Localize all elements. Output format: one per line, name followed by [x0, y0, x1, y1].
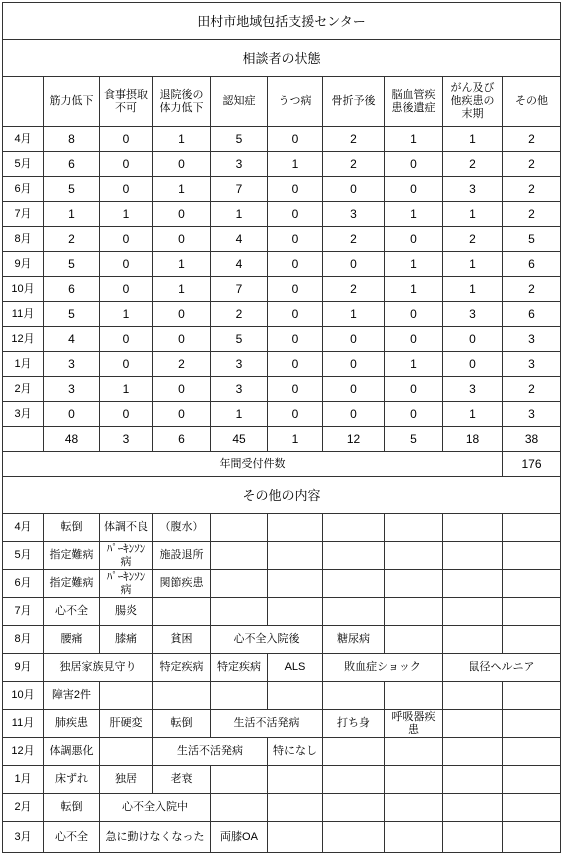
empty-cell	[153, 682, 211, 710]
month-label: 11月	[3, 302, 44, 327]
count-cell: 3	[44, 352, 100, 377]
count-cell: 0	[153, 327, 211, 352]
count-cell: 0	[100, 327, 153, 352]
empty-cell	[385, 570, 443, 598]
count-cell: 0	[100, 352, 153, 377]
count-cell: 0	[153, 377, 211, 402]
month-label: 1月	[3, 352, 44, 377]
month-label: 10月	[3, 682, 44, 710]
detail-cell: 特定疾病	[153, 654, 211, 682]
empty-cell	[268, 682, 323, 710]
empty-cell	[503, 794, 561, 822]
detail-cell: 独居家族見守り	[44, 654, 153, 682]
empty-cell	[268, 598, 323, 626]
count-cell: 1	[100, 302, 153, 327]
empty-cell	[503, 682, 561, 710]
empty-cell	[443, 598, 503, 626]
count-cell: 7	[211, 177, 268, 202]
count-cell: 1	[385, 352, 443, 377]
month-label: 12月	[3, 738, 44, 766]
column-header: その他	[503, 77, 561, 127]
detail-cell: 肝硬変	[100, 710, 153, 738]
empty-cell	[503, 822, 561, 853]
count-cell: 1	[443, 402, 503, 427]
detail-cell: 転倒	[44, 794, 100, 822]
month-label: 8月	[3, 626, 44, 654]
count-cell: 1	[100, 377, 153, 402]
month-label: 10月	[3, 277, 44, 302]
detail-cell: 体調悪化	[44, 738, 100, 766]
count-cell: 2	[503, 177, 561, 202]
detail-cell: 体調不良	[100, 514, 153, 542]
count-cell: 1	[153, 177, 211, 202]
detail-cell: 膝痛	[100, 626, 153, 654]
count-cell: 0	[268, 252, 323, 277]
empty-cell	[443, 794, 503, 822]
count-cell: 2	[44, 227, 100, 252]
empty-cell	[503, 514, 561, 542]
count-cell: 2	[443, 152, 503, 177]
count-cell: 1	[385, 127, 443, 152]
empty-cell	[323, 570, 385, 598]
empty-cell	[443, 514, 503, 542]
count-cell: 0	[153, 202, 211, 227]
count-cell: 2	[503, 202, 561, 227]
column-header: 退院後の体力低下	[153, 77, 211, 127]
count-cell: 0	[153, 402, 211, 427]
header-corner-cell	[3, 77, 44, 127]
detail-cell: 肺疾患	[44, 710, 100, 738]
count-cell: 4	[44, 327, 100, 352]
count-cell: 1	[385, 277, 443, 302]
count-cell: 5	[503, 227, 561, 252]
count-cell: 1	[443, 252, 503, 277]
count-cell: 0	[268, 177, 323, 202]
empty-cell	[211, 766, 268, 794]
count-cell: 4	[211, 252, 268, 277]
detail-cell: ﾊﾟｰｷﾝｿﾝ病	[100, 542, 153, 570]
count-cell: 3	[211, 352, 268, 377]
count-cell: 0	[385, 227, 443, 252]
empty-cell	[268, 794, 323, 822]
detail-cell: 腰痛	[44, 626, 100, 654]
empty-cell	[268, 766, 323, 794]
detail-cell: 心不全	[44, 598, 100, 626]
count-cell: 0	[153, 302, 211, 327]
count-cell: 6	[503, 252, 561, 277]
count-cell: 0	[385, 402, 443, 427]
count-cell: 4	[211, 227, 268, 252]
count-cell: 1	[268, 152, 323, 177]
empty-cell	[323, 766, 385, 794]
month-label: 8月	[3, 227, 44, 252]
detail-cell: 施設退所	[153, 542, 211, 570]
count-cell: 7	[211, 277, 268, 302]
count-cell: 0	[100, 277, 153, 302]
count-cell: 1	[153, 127, 211, 152]
count-cell: 0	[100, 127, 153, 152]
report-table	[2, 2, 561, 853]
empty-cell	[323, 542, 385, 570]
count-cell: 0	[153, 152, 211, 177]
annual-total-label: 年間受付件数	[3, 452, 503, 477]
empty-cell	[323, 822, 385, 853]
count-cell: 0	[268, 127, 323, 152]
count-cell: 3	[443, 377, 503, 402]
detail-cell: 貧困	[153, 626, 211, 654]
count-cell: 6	[44, 152, 100, 177]
detail-cell: 心不全	[44, 822, 100, 853]
status-section-heading: 相談者の状態	[3, 40, 561, 77]
count-cell: 0	[268, 377, 323, 402]
empty-cell	[211, 570, 268, 598]
month-label: 7月	[3, 202, 44, 227]
empty-cell	[100, 738, 153, 766]
detail-cell: 生活不活発病	[153, 738, 268, 766]
count-cell: 0	[268, 302, 323, 327]
count-cell: 0	[385, 177, 443, 202]
count-cell: 2	[211, 302, 268, 327]
column-total-cell: 3	[100, 427, 153, 452]
count-cell: 8	[44, 127, 100, 152]
empty-cell	[443, 682, 503, 710]
column-header: うつ病	[268, 77, 323, 127]
month-label: 3月	[3, 822, 44, 853]
month-label: 6月	[3, 570, 44, 598]
count-cell: 0	[268, 277, 323, 302]
empty-cell	[503, 738, 561, 766]
month-label: 5月	[3, 542, 44, 570]
count-cell: 0	[268, 227, 323, 252]
empty-cell	[443, 738, 503, 766]
count-cell: 2	[323, 227, 385, 252]
column-header: 骨折予後	[323, 77, 385, 127]
count-cell: 0	[385, 152, 443, 177]
count-cell: 5	[44, 302, 100, 327]
month-label: 11月	[3, 710, 44, 738]
detail-cell: 腸炎	[100, 598, 153, 626]
count-cell: 5	[211, 127, 268, 152]
count-cell: 1	[443, 202, 503, 227]
count-cell: 1	[153, 277, 211, 302]
count-cell: 1	[443, 277, 503, 302]
empty-cell	[385, 682, 443, 710]
empty-cell	[385, 738, 443, 766]
detail-cell: 両膝OA	[211, 822, 268, 853]
column-total-cell: 6	[153, 427, 211, 452]
count-cell: 0	[323, 377, 385, 402]
month-label: 12月	[3, 327, 44, 352]
empty-cell	[323, 794, 385, 822]
empty-cell	[503, 570, 561, 598]
totals-label-cell	[3, 427, 44, 452]
empty-cell	[503, 626, 561, 654]
count-cell: 0	[100, 152, 153, 177]
detail-cell: 関節疾患	[153, 570, 211, 598]
column-total-cell: 38	[503, 427, 561, 452]
count-cell: 0	[100, 177, 153, 202]
month-label: 5月	[3, 152, 44, 177]
month-label: 9月	[3, 654, 44, 682]
count-cell: 1	[211, 402, 268, 427]
count-cell: 3	[503, 402, 561, 427]
column-header: 筋力低下	[44, 77, 100, 127]
detail-cell: 老衰	[153, 766, 211, 794]
empty-cell	[100, 682, 153, 710]
count-cell: 0	[323, 352, 385, 377]
count-cell: 0	[443, 327, 503, 352]
count-cell: 3	[211, 152, 268, 177]
count-cell: 0	[385, 377, 443, 402]
count-cell: 0	[323, 177, 385, 202]
detail-cell: 特定疾病	[211, 654, 268, 682]
count-cell: 1	[323, 302, 385, 327]
detail-cell: 生活不活発病	[211, 710, 323, 738]
empty-cell	[268, 514, 323, 542]
empty-cell	[385, 514, 443, 542]
detail-cell: 転倒	[153, 710, 211, 738]
count-cell: 2	[153, 352, 211, 377]
count-cell: 2	[503, 152, 561, 177]
month-label: 6月	[3, 177, 44, 202]
detail-cell: 心不全入院後	[211, 626, 323, 654]
count-cell: 0	[323, 402, 385, 427]
count-cell: 3	[503, 352, 561, 377]
detail-cell: 転倒	[44, 514, 100, 542]
empty-cell	[443, 570, 503, 598]
empty-cell	[385, 542, 443, 570]
detail-cell: 急に動けなくなった	[100, 822, 211, 853]
empty-cell	[323, 682, 385, 710]
column-header: がん及び他疾患の末期	[443, 77, 503, 127]
count-cell: 0	[268, 402, 323, 427]
count-cell: 2	[503, 277, 561, 302]
count-cell: 1	[443, 127, 503, 152]
empty-cell	[443, 542, 503, 570]
month-label: 9月	[3, 252, 44, 277]
count-cell: 6	[44, 277, 100, 302]
count-cell: 3	[503, 327, 561, 352]
empty-cell	[211, 682, 268, 710]
count-cell: 6	[503, 302, 561, 327]
empty-cell	[323, 514, 385, 542]
empty-cell	[323, 738, 385, 766]
count-cell: 5	[44, 177, 100, 202]
count-cell: 0	[100, 402, 153, 427]
column-header: 脳血管疾患後遺症	[385, 77, 443, 127]
count-cell: 1	[211, 202, 268, 227]
empty-cell	[385, 766, 443, 794]
count-cell: 3	[44, 377, 100, 402]
month-label: 7月	[3, 598, 44, 626]
empty-cell	[443, 710, 503, 738]
count-cell: 0	[268, 327, 323, 352]
empty-cell	[443, 626, 503, 654]
empty-cell	[268, 570, 323, 598]
empty-cell	[503, 766, 561, 794]
detail-cell: 特になし	[268, 738, 323, 766]
count-cell: 1	[385, 202, 443, 227]
month-label: 4月	[3, 514, 44, 542]
empty-cell	[211, 598, 268, 626]
count-cell: 0	[443, 352, 503, 377]
empty-cell	[323, 598, 385, 626]
count-cell: 0	[100, 252, 153, 277]
count-cell: 1	[100, 202, 153, 227]
empty-cell	[503, 598, 561, 626]
detail-cell: （腹水）	[153, 514, 211, 542]
count-cell: 0	[385, 327, 443, 352]
detail-cell: 打ち身	[323, 710, 385, 738]
count-cell: 2	[323, 152, 385, 177]
detail-cell: 敗血症ショック	[323, 654, 443, 682]
count-cell: 3	[323, 202, 385, 227]
count-cell: 5	[211, 327, 268, 352]
count-cell: 1	[153, 252, 211, 277]
count-cell: 3	[211, 377, 268, 402]
detail-cell: 独居	[100, 766, 153, 794]
annual-total-value: 176	[503, 452, 561, 477]
month-label: 2月	[3, 377, 44, 402]
count-cell: 1	[44, 202, 100, 227]
count-cell: 3	[443, 302, 503, 327]
detail-cell: ALS	[268, 654, 323, 682]
count-cell: 0	[100, 227, 153, 252]
count-cell: 0	[268, 352, 323, 377]
column-total-cell: 45	[211, 427, 268, 452]
month-label: 1月	[3, 766, 44, 794]
empty-cell	[211, 794, 268, 822]
count-cell: 2	[503, 377, 561, 402]
count-cell: 0	[268, 202, 323, 227]
count-cell: 0	[385, 302, 443, 327]
column-total-cell: 18	[443, 427, 503, 452]
column-header: 認知症	[211, 77, 268, 127]
center-title: 田村市地域包括支援センター	[3, 3, 561, 40]
empty-cell	[503, 542, 561, 570]
month-label: 4月	[3, 127, 44, 152]
detail-cell: 障害2件	[44, 682, 100, 710]
detail-cell: 糖尿病	[323, 626, 385, 654]
empty-cell	[503, 710, 561, 738]
empty-cell	[443, 822, 503, 853]
column-total-cell: 5	[385, 427, 443, 452]
empty-cell	[211, 514, 268, 542]
count-cell: 0	[323, 252, 385, 277]
empty-cell	[268, 822, 323, 853]
count-cell: 2	[323, 127, 385, 152]
empty-cell	[385, 822, 443, 853]
count-cell: 2	[503, 127, 561, 152]
detail-cell: 鼠径ヘルニア	[443, 654, 561, 682]
count-cell: 1	[385, 252, 443, 277]
count-cell: 5	[44, 252, 100, 277]
empty-cell	[443, 766, 503, 794]
count-cell: 3	[443, 177, 503, 202]
empty-cell	[211, 542, 268, 570]
count-cell: 2	[443, 227, 503, 252]
count-cell: 0	[323, 327, 385, 352]
column-total-cell: 12	[323, 427, 385, 452]
count-cell: 0	[44, 402, 100, 427]
detail-cell: 指定難病	[44, 542, 100, 570]
detail-cell: ﾊﾟｰｷﾝｿﾝ病	[100, 570, 153, 598]
column-header: 食事摂取不可	[100, 77, 153, 127]
month-label: 2月	[3, 794, 44, 822]
empty-cell	[385, 794, 443, 822]
count-cell: 2	[323, 277, 385, 302]
month-label: 3月	[3, 402, 44, 427]
detail-cell: 呼吸器疾患	[385, 710, 443, 738]
empty-cell	[385, 626, 443, 654]
column-total-cell: 1	[268, 427, 323, 452]
detail-cell: 指定難病	[44, 570, 100, 598]
empty-cell	[268, 542, 323, 570]
detail-cell: 床ずれ	[44, 766, 100, 794]
column-total-cell: 48	[44, 427, 100, 452]
count-cell: 0	[153, 227, 211, 252]
empty-cell	[385, 598, 443, 626]
detail-cell: 心不全入院中	[100, 794, 211, 822]
empty-cell	[153, 598, 211, 626]
other-section-heading: その他の内容	[3, 477, 561, 514]
